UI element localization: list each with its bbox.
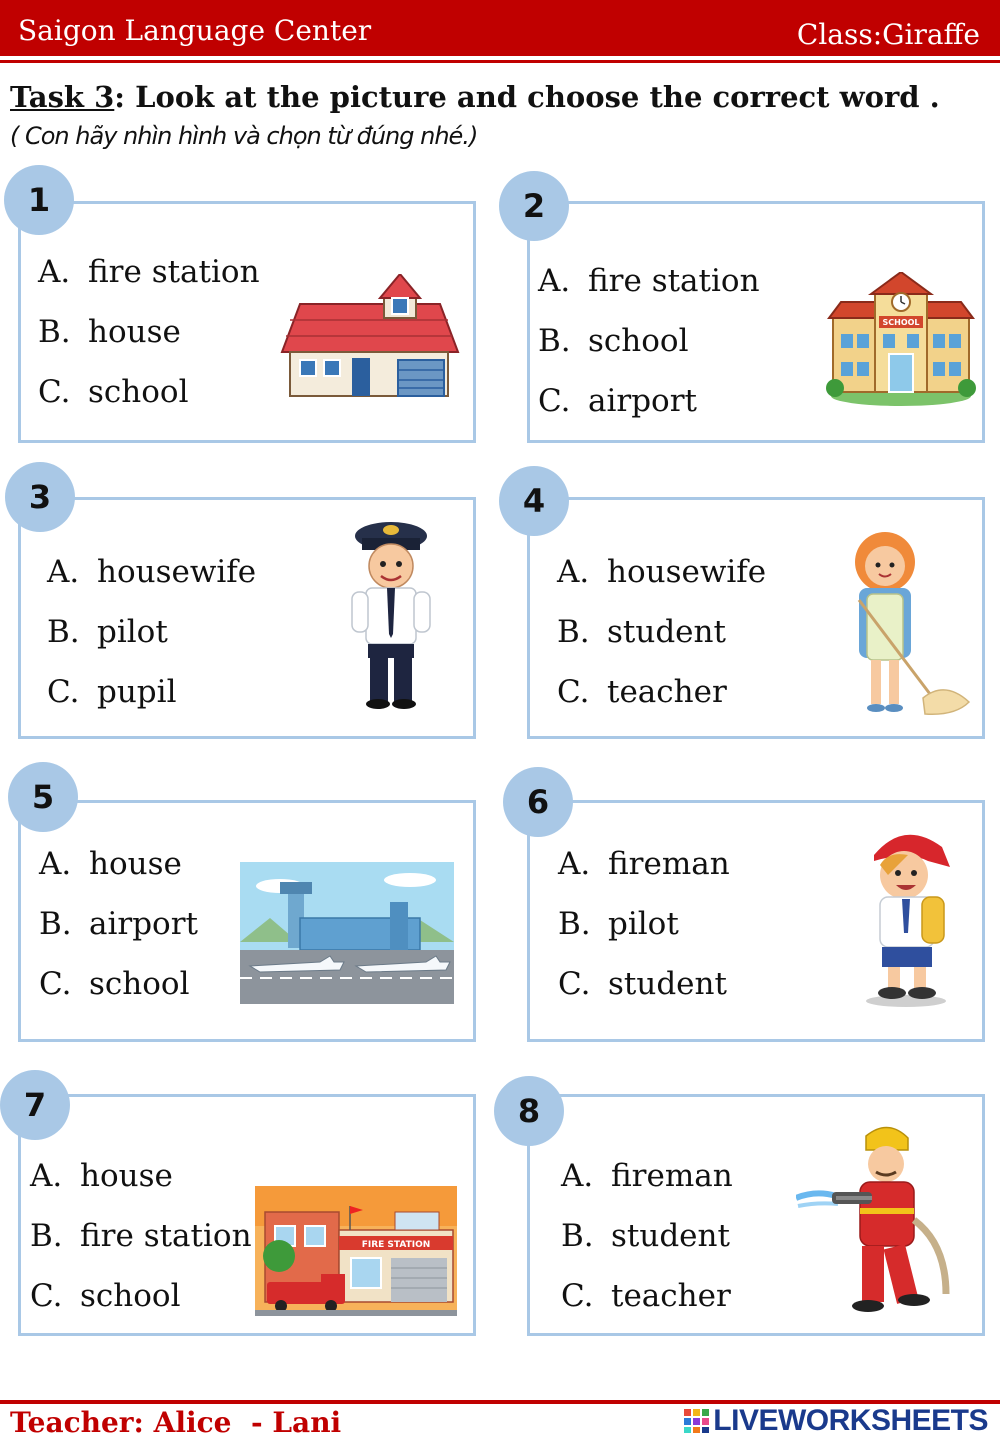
- option-8a[interactable]: A. fireman: [561, 1158, 733, 1194]
- question-number-5: 5: [8, 762, 78, 832]
- school-picture: [825, 272, 977, 408]
- option-1a[interactable]: A. fire station: [38, 254, 260, 290]
- option-5b[interactable]: B. airport: [39, 906, 198, 942]
- header-bar: [0, 0, 1000, 56]
- option-2c[interactable]: C. airport: [538, 383, 697, 419]
- option-6b[interactable]: B. pilot: [558, 906, 679, 942]
- task-label: Task 3: [10, 80, 115, 114]
- student-picture: [858, 825, 954, 1007]
- option-3b[interactable]: B. pilot: [47, 614, 168, 650]
- pilot-picture: [348, 518, 434, 710]
- house-picture: [280, 274, 460, 400]
- task-subtitle: ( Con hãy nhìn hình và chọn từ đúng nhé.): [10, 122, 478, 150]
- option-8b[interactable]: B. student: [561, 1218, 730, 1254]
- question-number-8: 8: [494, 1076, 564, 1146]
- question-number-4: 4: [499, 466, 569, 536]
- option-1b[interactable]: B. house: [38, 314, 181, 350]
- teacher-credit: Teacher: Alice - Lani: [10, 1406, 342, 1439]
- liveworksheets-brand: LIVEWORKSHEETS: [713, 1404, 988, 1437]
- header-divider: [0, 60, 1000, 63]
- liveworksheets-logo[interactable]: [684, 1404, 988, 1438]
- question-number-6: 6: [503, 767, 573, 837]
- option-2a[interactable]: A. fire station: [538, 263, 760, 299]
- option-3a[interactable]: A. housewife: [47, 554, 257, 590]
- option-5c[interactable]: C. school: [39, 966, 190, 1002]
- fire-station-sign: FIRE STATION: [361, 1240, 431, 1250]
- option-4c[interactable]: C. teacher: [557, 674, 727, 710]
- option-8c[interactable]: C. teacher: [561, 1278, 731, 1314]
- option-2b[interactable]: B. school: [538, 323, 689, 359]
- fire-station-picture: [255, 1186, 457, 1316]
- class-name: Class:Giraffe: [796, 18, 980, 51]
- school-name: Saigon Language Center: [18, 14, 372, 47]
- option-3c[interactable]: C. pupil: [47, 674, 177, 710]
- option-6c[interactable]: C. student: [558, 966, 727, 1002]
- option-4b[interactable]: B. student: [557, 614, 726, 650]
- question-number-7: 7: [0, 1070, 70, 1140]
- option-1c[interactable]: C. school: [38, 374, 189, 410]
- airport-picture: [240, 862, 454, 1004]
- question-number-2: 2: [499, 171, 569, 241]
- task-title: [10, 80, 940, 114]
- task-instruction: : Look at the picture and choose the correct word .: [114, 80, 940, 114]
- question-number-1: 1: [4, 165, 74, 235]
- liveworksheets-icon: [684, 1409, 710, 1433]
- option-7c[interactable]: C. school: [30, 1278, 181, 1314]
- housewife-picture: [845, 530, 973, 718]
- option-5a[interactable]: A. house: [39, 846, 182, 882]
- fireman-picture: [796, 1124, 956, 1318]
- question-number-3: 3: [5, 462, 75, 532]
- option-7b[interactable]: B. fire station: [30, 1218, 252, 1254]
- school-sign: SCHOOL: [882, 318, 920, 327]
- option-4a[interactable]: A. housewife: [557, 554, 767, 590]
- option-6a[interactable]: A. fireman: [558, 846, 730, 882]
- option-7a[interactable]: A. house: [30, 1158, 173, 1194]
